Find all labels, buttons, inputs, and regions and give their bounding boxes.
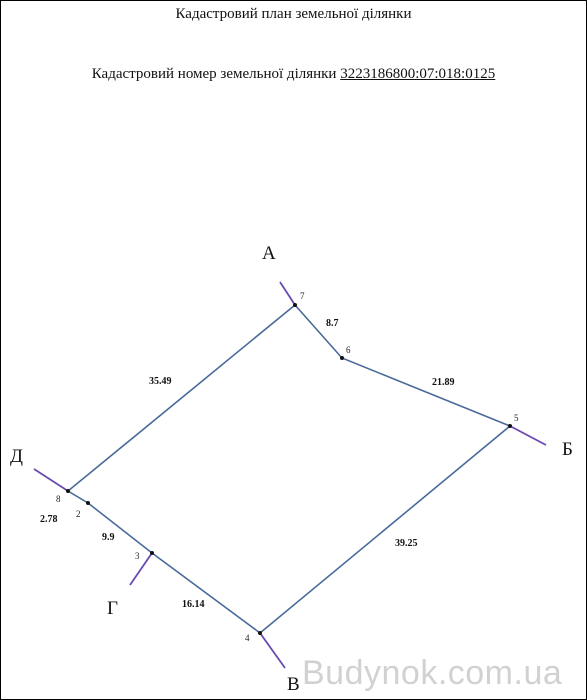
parcel-boundary (68, 305, 510, 633)
document-title: Кадастровий план земельної ділянки (175, 6, 412, 22)
vertex-2 (86, 501, 90, 505)
point-label-5: 5 (514, 413, 519, 423)
neighbor-label-d: Д (10, 446, 23, 467)
boundary-vertices (66, 303, 512, 635)
vertex-8 (66, 489, 70, 493)
cadastral-number-label: Кадастровий номер земельної ділянки (91, 66, 341, 82)
distance-3-2: 9.9 (102, 532, 115, 543)
point-label-3: 3 (135, 551, 140, 561)
point-label-2: 2 (76, 509, 81, 519)
watermark: Budynok.com.ua (302, 654, 563, 692)
point-label-6: 6 (346, 345, 351, 355)
neighbor-line-b (510, 426, 546, 445)
point-label-7: 7 (300, 291, 305, 301)
distance-8-7: 35.49 (149, 376, 172, 387)
neighbor-label-g: Г (107, 598, 118, 619)
point-label-4: 4 (245, 633, 250, 643)
neighbor-label-b: Б (562, 439, 573, 460)
distance-2-8: 2.78 (40, 514, 58, 525)
neighbor-line-d (34, 469, 68, 491)
distance-5-4: 39.25 (395, 538, 418, 549)
neighbor-line-a (280, 282, 295, 305)
distance-6-5: 21.89 (432, 377, 455, 388)
vertex-6 (340, 356, 344, 360)
distance-4-3: 16.14 (182, 599, 205, 610)
cadastral-number: 3223186800:07:018:0125 (340, 66, 496, 82)
vertex-3 (150, 551, 154, 555)
neighbor-label-a: А (262, 243, 276, 264)
vertex-5 (508, 424, 512, 428)
distance-7-6: 8.7 (326, 318, 339, 329)
point-label-8: 8 (56, 494, 61, 504)
neighbor-line-v (260, 633, 285, 668)
vertex-4 (258, 631, 262, 635)
neighbor-label-v: В (287, 674, 300, 695)
neighbor-line-g (130, 553, 152, 585)
vertex-7 (293, 303, 297, 307)
